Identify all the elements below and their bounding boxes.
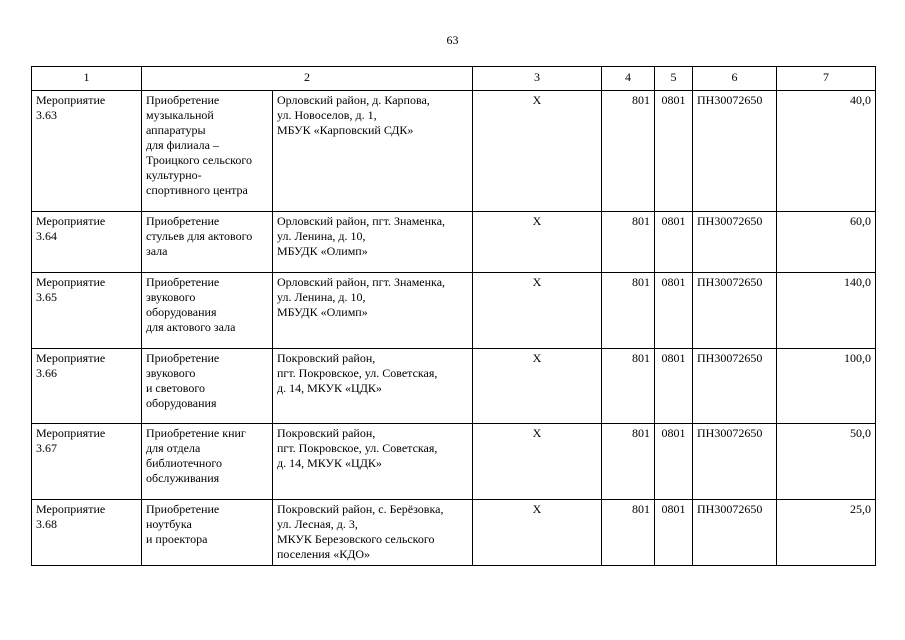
table-row: [32, 500, 876, 566]
table-row: [32, 424, 876, 500]
measure-description-cell-line: Приобретение: [146, 93, 220, 107]
measure-description-cell-line: Приобретение: [146, 214, 220, 228]
measure-name-cell: [32, 349, 142, 424]
header-col-7: 7: [777, 67, 876, 91]
measure-description-cell-line: Приобретение книг: [146, 426, 246, 440]
header-col-1: 1: [32, 67, 142, 91]
measure-address-cell-line: Орловский район, пгт. Знаменка,: [277, 214, 446, 228]
col5-cell: 0801: [655, 349, 693, 424]
amount-cell: 140,0: [777, 273, 876, 349]
measure-description-cell-line: Приобретение: [146, 275, 220, 289]
header-col-2: 2: [142, 67, 473, 91]
measure-address-cell-line: поселения «КДО»: [277, 547, 371, 561]
measure-address-cell-line: МБУДК «Олимп»: [277, 305, 368, 319]
measure-address-cell-line: Покровский район,: [277, 426, 376, 440]
amount-cell: 40,0: [777, 91, 876, 212]
measure-address-cell: [273, 212, 473, 273]
measure-description-cell-line: оборудования: [146, 396, 217, 410]
measure-description-cell: [142, 424, 273, 500]
amount-cell: 60,0: [777, 212, 876, 273]
measure-description-cell: [142, 349, 273, 424]
measure-address-cell-line: д. 14, МКУК «ЦДК»: [277, 456, 382, 470]
measure-address-cell-line: ул. Лесная, д. 3,: [277, 517, 358, 531]
measure-description-cell-line: Приобретение: [146, 351, 220, 365]
col5-cell: 0801: [655, 424, 693, 500]
measure-description-cell-line: Троицкого сельского: [146, 153, 252, 167]
col6-cell: ПН30072650: [693, 500, 777, 566]
header-row: [32, 67, 876, 91]
measure-name-cell-line: Мероприятие: [36, 502, 106, 516]
measure-name-cell-line: 3.64: [36, 229, 57, 243]
col3-cell: Х: [473, 500, 602, 566]
measure-name-cell-line: Мероприятие: [36, 351, 106, 365]
measure-description-cell: [142, 500, 273, 566]
col6-cell: ПН30072650: [693, 212, 777, 273]
header-col-4: 4: [602, 67, 655, 91]
measure-address-cell: [273, 91, 473, 212]
measure-address-cell-line: Покровский район,: [277, 351, 376, 365]
measure-description-cell-line: звукового: [146, 366, 196, 380]
measure-description-cell-line: и светового: [146, 381, 205, 395]
header-col-3: 3: [473, 67, 602, 91]
col6-cell: ПН30072650: [693, 91, 777, 212]
measure-address-cell: [273, 424, 473, 500]
table-row: [32, 273, 876, 349]
measure-address-cell: [273, 273, 473, 349]
measure-description-cell-line: для филиала –: [146, 138, 219, 152]
measure-name-cell-line: 3.66: [36, 366, 57, 380]
header-col-5: 5: [655, 67, 693, 91]
measure-description-cell-line: музыкальной: [146, 108, 214, 122]
measure-description-cell-line: ноутбука: [146, 517, 192, 531]
measure-description-cell-line: оборудования: [146, 305, 217, 319]
measure-description-cell-line: спортивного центра: [146, 183, 248, 197]
measure-address-cell-line: ул. Ленина, д. 10,: [277, 290, 366, 304]
col4-cell: 801: [602, 91, 655, 212]
measure-description-cell: [142, 273, 273, 349]
measure-name-cell-line: 3.63: [36, 108, 57, 122]
col6-cell: ПН30072650: [693, 349, 777, 424]
col3-cell: Х: [473, 349, 602, 424]
measure-description-cell-line: зала: [146, 244, 168, 258]
measure-description-cell-line: для актового зала: [146, 320, 236, 334]
col6-cell: ПН30072650: [693, 273, 777, 349]
measure-name-cell: [32, 500, 142, 566]
measure-description-cell-line: и проектора: [146, 532, 208, 546]
measure-description-cell-line: для отдела: [146, 441, 201, 455]
measure-name-cell: [32, 273, 142, 349]
measure-name-cell-line: 3.67: [36, 441, 57, 455]
col4-cell: 801: [602, 212, 655, 273]
table-row: [32, 349, 876, 424]
measure-name-cell-line: 3.65: [36, 290, 57, 304]
col3-cell: Х: [473, 424, 602, 500]
amount-cell: 100,0: [777, 349, 876, 424]
measure-address-cell-line: Орловский район, пгт. Знаменка,: [277, 275, 446, 289]
measures-table: [31, 66, 876, 566]
measure-name-cell-line: Мероприятие: [36, 214, 106, 228]
col3-cell: Х: [473, 91, 602, 212]
measure-name-cell-line: 3.68: [36, 517, 57, 531]
measure-description-cell-line: звукового: [146, 290, 196, 304]
measure-name-cell: [32, 424, 142, 500]
col4-cell: 801: [602, 500, 655, 566]
measure-name-cell-line: Мероприятие: [36, 93, 106, 107]
measure-address-cell-line: д. 14, МКУК «ЦДК»: [277, 381, 382, 395]
page-number: 63: [446, 33, 459, 47]
col4-cell: 801: [602, 273, 655, 349]
measure-address-cell-line: Покровский район, с. Берёзовка,: [277, 502, 444, 516]
measure-address-cell-line: Орловский район, д. Карпова,: [277, 93, 430, 107]
col5-cell: 0801: [655, 91, 693, 212]
amount-cell: 50,0: [777, 424, 876, 500]
measure-description-cell-line: Приобретение: [146, 502, 220, 516]
measure-address-cell-line: ул. Ленина, д. 10,: [277, 229, 366, 243]
measure-name-cell-line: Мероприятие: [36, 426, 106, 440]
measure-name-cell: [32, 212, 142, 273]
table-row: [32, 212, 876, 273]
measure-description-cell-line: обслуживания: [146, 471, 220, 485]
measure-description-cell-line: аппаратуры: [146, 123, 206, 137]
col5-cell: 0801: [655, 500, 693, 566]
measure-address-cell-line: МБУДК «Олимп»: [277, 244, 368, 258]
col5-cell: 0801: [655, 273, 693, 349]
measure-description-cell-line: библиотечного: [146, 456, 222, 470]
measure-address-cell-line: пгт. Покровское, ул. Советская,: [277, 441, 438, 455]
measure-name-cell-line: Мероприятие: [36, 275, 106, 289]
measure-description-cell: [142, 91, 273, 212]
amount-cell: 25,0: [777, 500, 876, 566]
measure-description-cell-line: культурно-: [146, 168, 202, 182]
col4-cell: 801: [602, 349, 655, 424]
table-row: [32, 91, 876, 212]
col3-cell: Х: [473, 273, 602, 349]
measure-address-cell-line: МКУК Березовского сельского: [277, 532, 435, 546]
measure-address-cell-line: ул. Новоселов, д. 1,: [277, 108, 377, 122]
measure-address-cell-line: пгт. Покровское, ул. Советская,: [277, 366, 438, 380]
measure-description-cell: [142, 212, 273, 273]
measure-description-cell-line: стульев для актового: [146, 229, 253, 243]
col6-cell: ПН30072650: [693, 424, 777, 500]
col4-cell: 801: [602, 424, 655, 500]
header-col-6: 6: [693, 67, 777, 91]
measure-address-cell: [273, 349, 473, 424]
measure-name-cell: [32, 91, 142, 212]
measure-address-cell: [273, 500, 473, 566]
col3-cell: Х: [473, 212, 602, 273]
measure-address-cell-line: МБУК «Карповский СДК»: [277, 123, 414, 137]
col5-cell: 0801: [655, 212, 693, 273]
